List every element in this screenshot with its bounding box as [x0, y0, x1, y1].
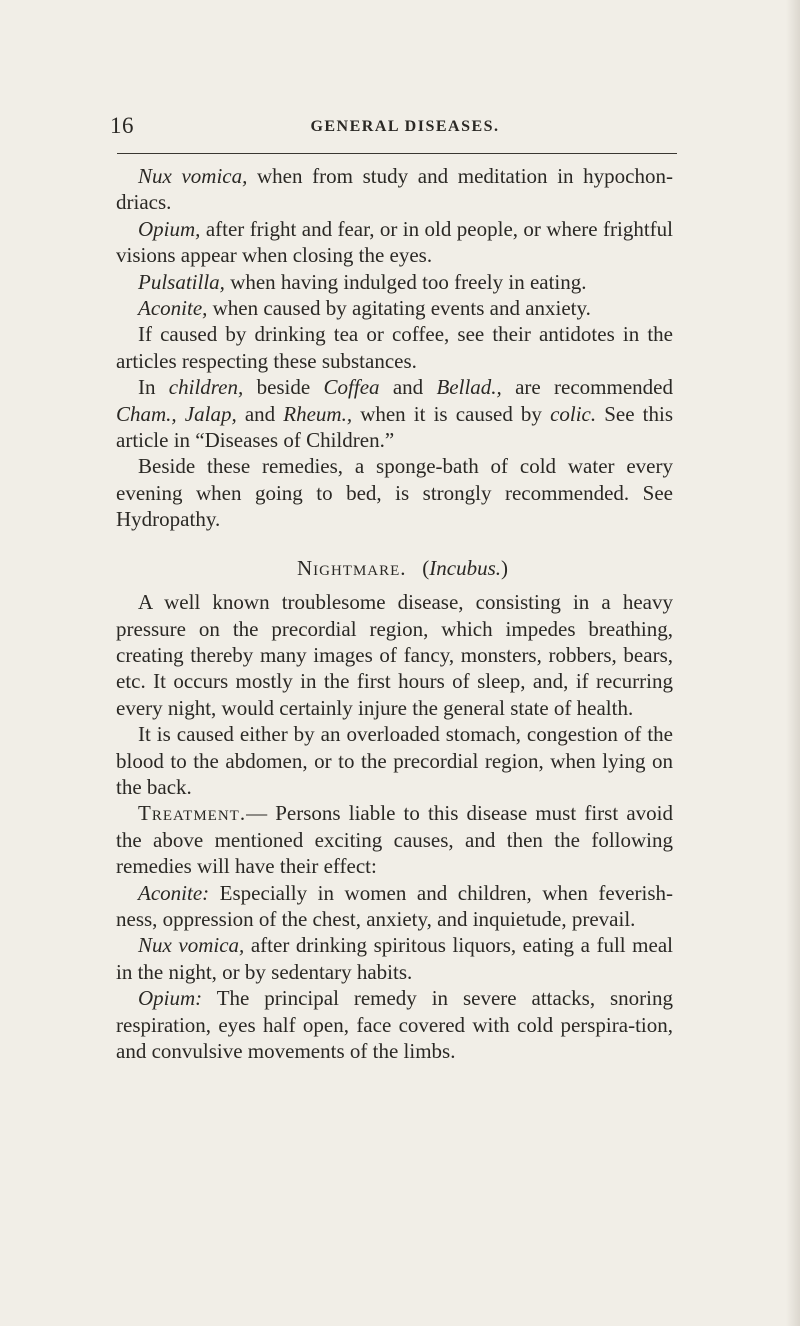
paragraph-sponge-bath: Beside these remedies, a sponge-bath of cold water every evening when going to bed, is strongly recommended. See Hydropathy. [116, 454, 673, 532]
remedy-term: Opium: [138, 986, 203, 1011]
body-text [116, 163, 673, 1064]
paragraph-aconite-remedy: Aconite: Especially in women and children, when feverish-ness, oppression of the chest, anxiety, and inquietude, prevail. [116, 880, 673, 931]
page-number: 16 [110, 113, 134, 138]
treatment-label: Treatment. [138, 801, 247, 826]
paragraph-treatment: Treatment.— Persons liable to this disease must first avoid the above mentioned exciting causes, and then the following remedies will have their effect: [116, 801, 673, 879]
section-title: Nightmare. [296, 555, 407, 580]
section-latin-title: Incubus. [429, 555, 502, 580]
header-rule [117, 153, 677, 154]
paragraph-pulsatilla: Pulsatilla, when having indulged too freely in eating. [138, 269, 587, 294]
paragraph-opium-remedy: Opium: The principal remedy in severe attacks, snoring respiration, eyes half open, face covered with cold perspira-tion, and convulsive movements of the limbs. [116, 986, 673, 1063]
paragraph-tea-coffee: If caused by drinking tea or coffee, see their antidotes in the articles respecting these substances. [116, 322, 673, 373]
remedy-term: Nux vomica, [138, 933, 245, 958]
section-heading: Nightmare. (Incubus.) [296, 555, 509, 580]
remedy-term: Aconite: [138, 880, 210, 905]
page-header [0, 113, 800, 143]
paragraph-nux-vomica: Nux vomica, when from study and meditation in hypochon-driacs. [116, 164, 673, 215]
page-edge-shadow [786, 0, 800, 1326]
paragraph-nux-vomica-remedy: Nux vomica, after drinking spiritous liquors, eating a full meal in the night, or by sedentary habits. [116, 933, 673, 984]
paragraph-aconite: Aconite, when caused by agitating events and anxiety. [138, 296, 591, 321]
remedy-term: Aconite, [138, 296, 208, 321]
paragraph-causes: It is caused either by an overloaded stomach, congestion of the blood to the abdomen, or to the precordial region, when lying on the back. [116, 722, 673, 799]
remedy-term: Nux vomica, [138, 164, 248, 188]
paragraph-description: A well known troublesome disease, consisting in a heavy pressure on the precordial region, which impedes breathing, creating thereby many images of fancy, monsters, robbers, bears, etc. It occurs mostly in the first hours of sleep, and, if recurring every night, would certainly injure the general state of health. [116, 590, 673, 720]
remedy-term: Pulsatilla, [138, 269, 225, 294]
remedy-term: Opium, [138, 216, 201, 241]
running-head: GENERAL DISEASES. [310, 118, 500, 135]
paragraph-opium: Opium, after fright and fear, or in old people, or where frightful visions appear when closing the eyes. [116, 216, 673, 268]
paragraph-children: In children, beside Coffea and Bellad., are recommended Cham., Jalap, and Rheum., when it is caused by colic. See this article in “Diseases of Children.” [116, 375, 674, 453]
